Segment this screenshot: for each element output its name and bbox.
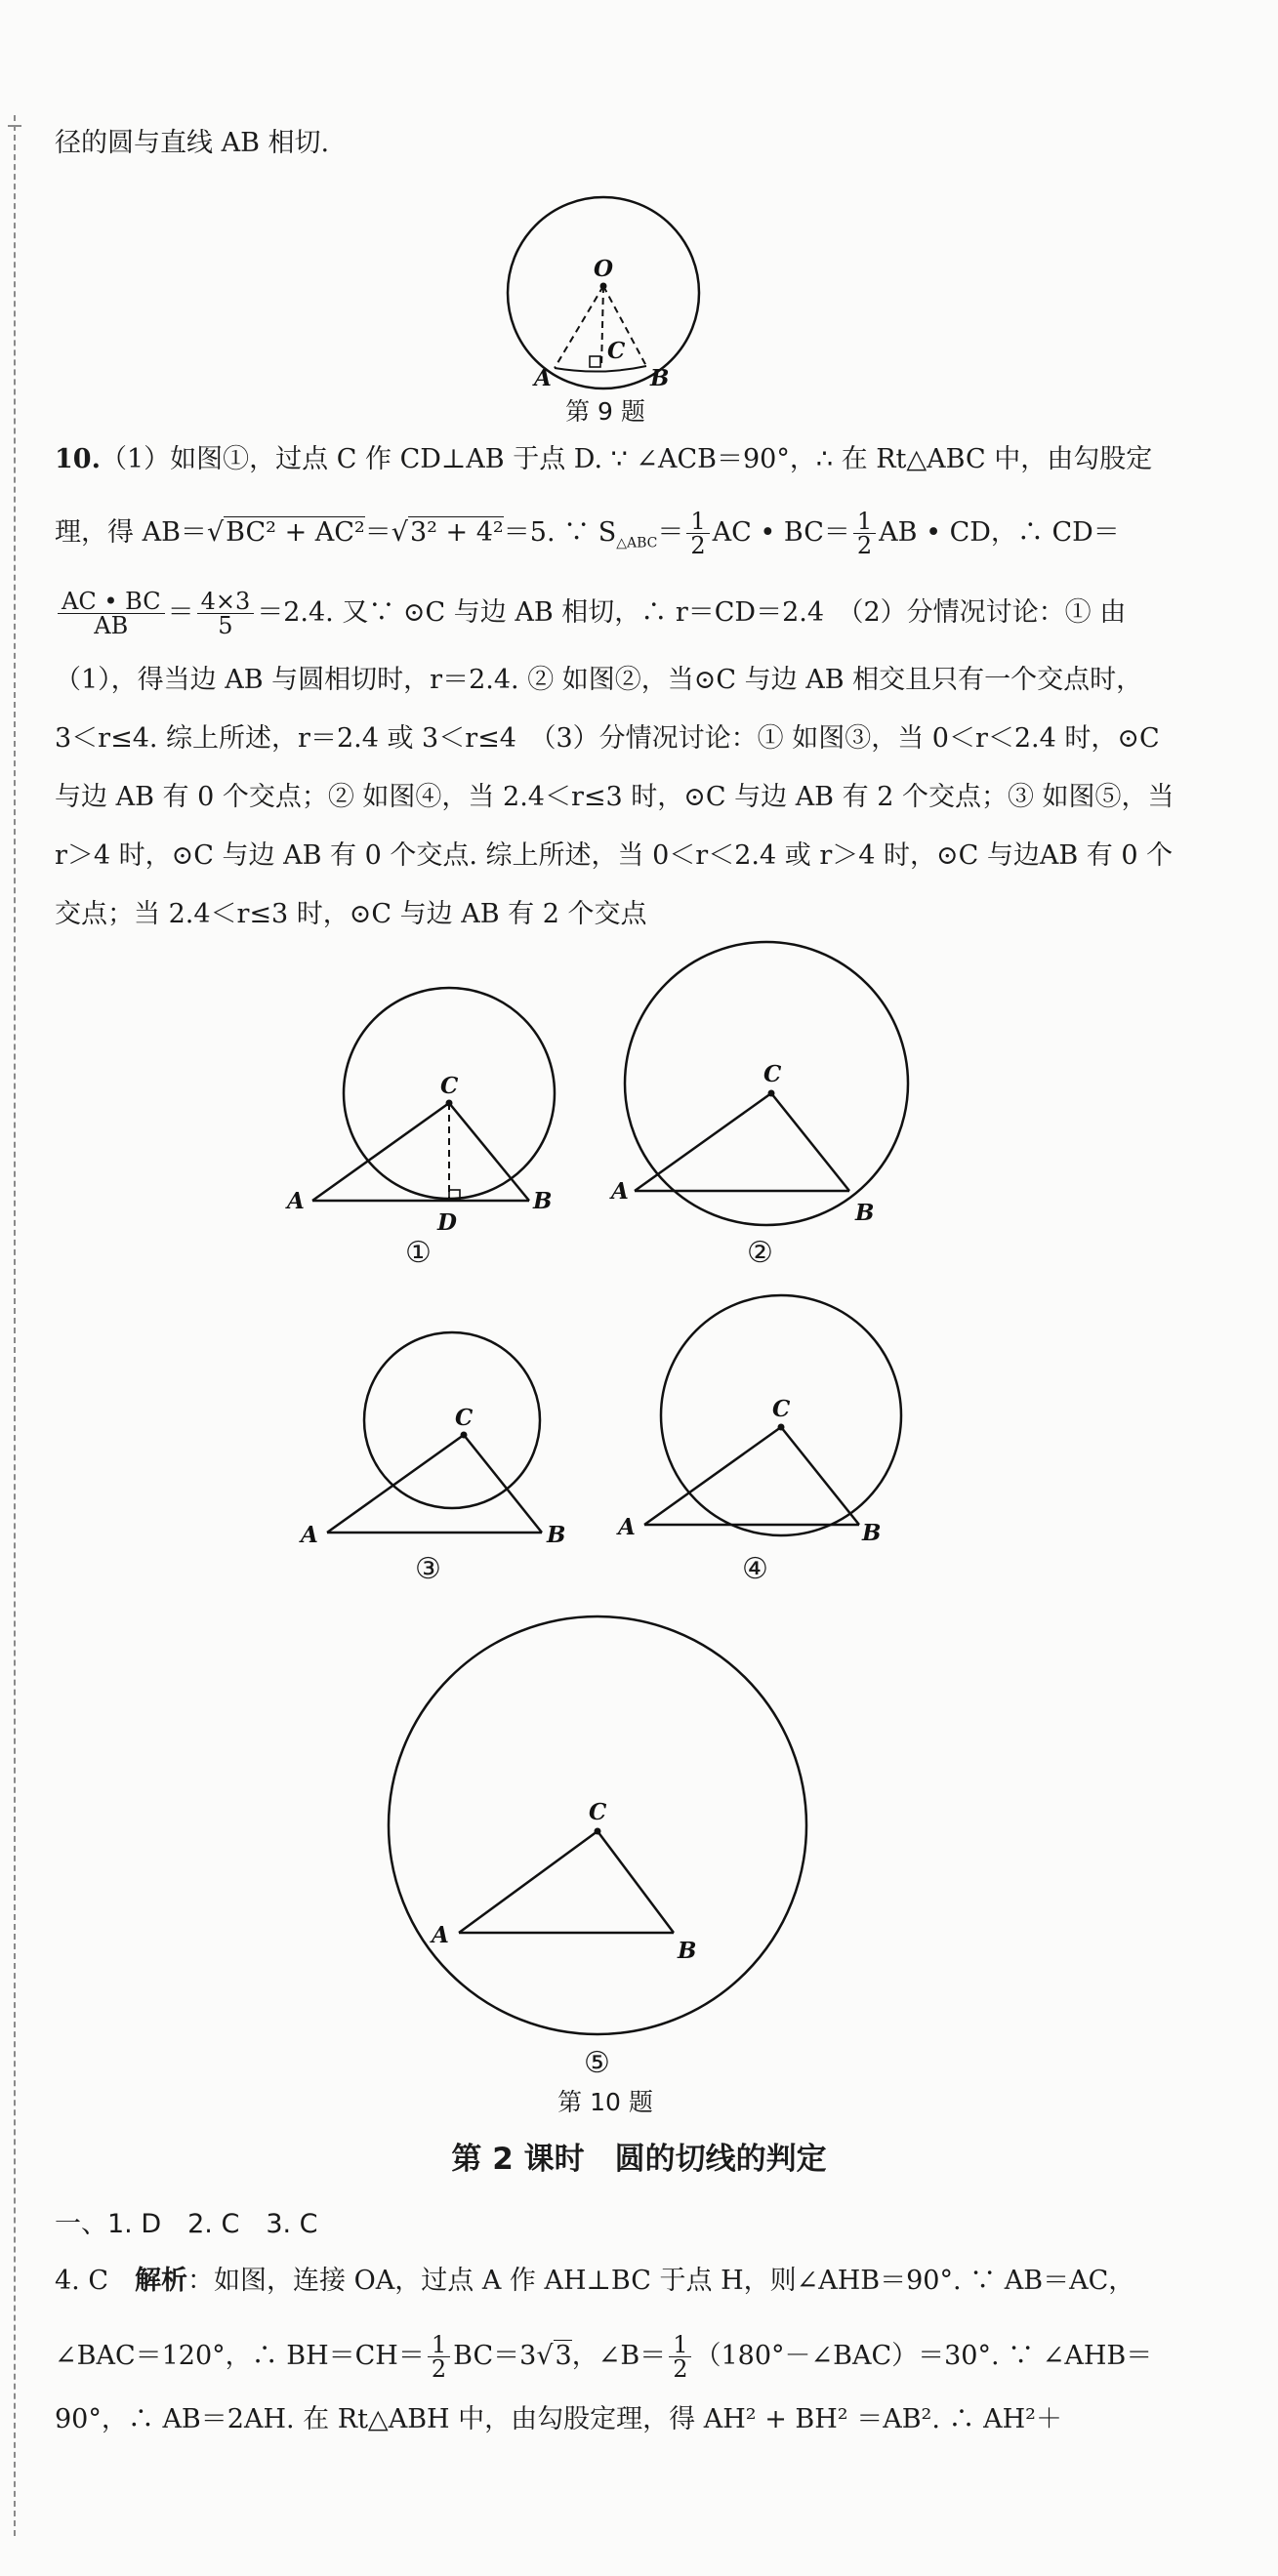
fig10-caption: 第 10 题 — [557, 2088, 653, 2116]
p10-l2h: AB • CD，∴ CD＝ — [879, 517, 1120, 548]
p10-line-1 — [55, 441, 1152, 478]
figure-10-5 — [381, 1611, 820, 2089]
fig10-4-label-B: B — [862, 1520, 882, 1546]
half-fraction-2 — [853, 510, 876, 557]
fig9-label-C: C — [607, 338, 626, 364]
p10-line-4: （1），得当边 AB 与圆相切时，r＝2.4. ② 如图②，当⊙C 与边 AB 相交且只有一个交点时， — [55, 665, 1143, 695]
fig10-5-label-B: B — [678, 1938, 697, 1964]
p10-line-6: 与边 AB 有 0 个交点；② 如图④，当 2.4＜r≤3 时，⊙C 与边 AB 有 2 个交点；③ 如图⑤，当 — [55, 782, 1175, 812]
fig10-1-label-C: C — [440, 1073, 459, 1099]
fig10-3-label-B: B — [547, 1522, 566, 1548]
frac-den: 5 — [197, 613, 255, 637]
half-num: 1 — [690, 508, 706, 535]
p10-line-7: r＞4 时，⊙C 与边 AB 有 0 个交点. 综上所述，当 0＜r＜2.4 或 r＞4 时，⊙C 与边AB 有 0 个 — [55, 840, 1174, 871]
half-fraction-4 — [669, 2333, 691, 2381]
half-num: 1 — [673, 2331, 688, 2358]
half-den: 2 — [669, 2356, 691, 2381]
half-den: 2 — [853, 533, 876, 557]
fig10-5-label-C: C — [589, 1799, 607, 1825]
figure-10-1 — [283, 986, 596, 1259]
p4-l1c: ：如图，连接 OA，过点 A 作 AH⊥BC 于点 H，则∠AHB＝90°. ∵ AB＝AC， — [187, 2266, 1135, 2296]
fig10-4-label-C: C — [772, 1396, 791, 1422]
answers-line: 一、1. D 2. C 3. C — [55, 2209, 318, 2239]
figure-9 — [488, 200, 742, 395]
fig10-num-3: ③ — [415, 1552, 441, 1586]
section-title: 第 2 课时 圆的切线的判定 — [451, 2142, 827, 2177]
p10-line-5: 3＜r≤4. 综上所述，r＝2.4 或 3＜r≤4 （3）分情况讨论：① 如图③，当 0＜r＜2.4 时，⊙C — [55, 723, 1160, 754]
p4-l1a: 4. C — [55, 2266, 136, 2296]
fraction-4x3 — [197, 590, 255, 637]
fig10-2-label-A: A — [611, 1178, 629, 1205]
p4-l2a: ∠BAC＝120°，∴ BH＝CH＝ — [55, 2341, 425, 2371]
analysis-label: 解析 — [135, 2266, 188, 2296]
half-den: 2 — [686, 533, 709, 557]
p10-l3: ＝2.4. 又∵ ⊙C 与边 AB 相切，∴ r＝CD＝2.4 （2）分情况讨论：① 由 — [257, 597, 1127, 628]
half-den: 2 — [428, 2356, 450, 2381]
p10-sqrt-2: 3² + 4² — [409, 517, 504, 548]
p10-line-2: 理，得 AB＝√BC² + AC²＝√3² + 4²＝5. ∵ $S_{\triangle ABC}=$ $\frac{1}{2}$ AC • BC＝ $\frac{1}{2}$ AB • CD，∴ CD＝ — [55, 508, 1120, 559]
fig10-1-label-B: B — [533, 1188, 553, 1214]
p10-l2c: ＝ — [364, 517, 392, 548]
p10-number: 10. — [55, 444, 101, 474]
frac-den: AB — [58, 613, 165, 637]
p10-l2e: ＝5. ∵ S — [503, 517, 617, 548]
fig10-1-label-D: D — [437, 1209, 457, 1236]
fig10-4-label-A: A — [618, 1514, 636, 1540]
half-num: 1 — [856, 508, 873, 535]
fraction-ac-bc — [58, 590, 165, 637]
margin-tick — [8, 125, 21, 127]
p4-sqrt: 3 — [555, 2341, 572, 2371]
text-line-top: 径的圆与直线 AB 相切. — [55, 128, 330, 158]
fig10-num-1: ① — [405, 1236, 432, 1270]
half-fraction-3 — [428, 2333, 450, 2381]
p10-l2a: 理，得 AB＝ — [55, 517, 207, 548]
p4-line-3: 90°，∴ AB＝2AH. 在 Rt△ABH 中，由勾股定理，得 AH² + BH² ＝AB². ∴ AH²＋ — [55, 2404, 1062, 2434]
fig10-num-5: ⑤ — [584, 2046, 610, 2080]
figure-10-2 — [605, 937, 937, 1249]
fig9-label-O: O — [594, 256, 614, 282]
fig10-num-2: ② — [747, 1236, 773, 1270]
p10-l1: （1）如图①，过点 C 作 CD⊥AB 于点 D. ∵ ∠ACB＝90°，∴ 在 Rt△ABC 中，由勾股定 — [100, 444, 1153, 474]
figure-10-4 — [610, 1288, 923, 1552]
frac-num: AC • BC — [62, 588, 161, 615]
half-fraction-1 — [686, 510, 709, 557]
p4-l2d: ，∠B＝ — [571, 2341, 667, 2371]
figure-10-3 — [293, 1328, 586, 1562]
p10-l2g: AC • BC＝ — [712, 517, 850, 548]
fig9-label-B: B — [650, 365, 670, 391]
p10-l2sub: △ABC — [616, 535, 658, 552]
p4-line-2: ∠BAC＝120°，∴ BH＝CH＝ $\frac{1}{2}$ BC＝3√3，∠B＝ $\frac{1}{2}$ （180°－∠BAC）＝30°. ∵ ∠AHB＝ — [55, 2331, 1153, 2383]
fig10-2-label-B: B — [855, 1200, 875, 1226]
fig10-1-label-A: A — [287, 1188, 305, 1214]
p4-l2e: （180°－∠BAC）＝30°. ∵ ∠AHB＝ — [694, 2341, 1153, 2371]
frac-num: 4×3 — [200, 588, 251, 615]
fig10-5-label-A: A — [432, 1922, 449, 1948]
p4-l2b: BC＝3 — [453, 2341, 537, 2371]
fig10-num-4: ④ — [742, 1552, 768, 1586]
fig9-label-A: A — [534, 365, 552, 391]
half-num: 1 — [431, 2331, 447, 2358]
fig10-3-label-C: C — [455, 1405, 474, 1431]
fig10-2-label-C: C — [763, 1061, 782, 1087]
p4-line-1 — [55, 2263, 1134, 2300]
p10-sqrt-1: BC² + AC² — [226, 517, 365, 548]
fig10-3-label-A: A — [301, 1522, 318, 1548]
fig9-caption: 第 9 题 — [565, 397, 645, 426]
p10-l2f: ＝ — [657, 517, 684, 548]
p10-line-8: 交点；当 2.4＜r≤3 时，⊙C 与边 AB 有 2 个交点 — [55, 899, 647, 929]
p10-line-3: $\frac{AC • BC}{AB}$ ＝ $\frac{4\times 3}{5}$ ＝2.4. 又∵ ⊙C 与边 AB 相切，∴ r＝CD＝2.4 （2）分情况讨论：① 由 — [55, 590, 1126, 637]
